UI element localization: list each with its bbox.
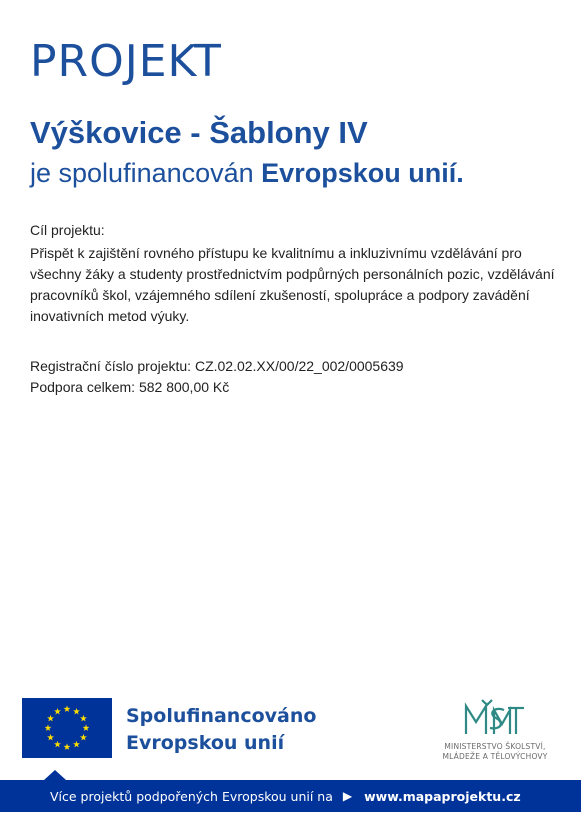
goal-label: Cíl projektu:	[30, 222, 105, 238]
support-total: Podpora celkem: 582 800,00 Kč	[30, 379, 230, 395]
eu-label-line2: Evropskou unií	[126, 732, 285, 754]
eu-star-icon	[80, 734, 87, 741]
registration-number: Registrační číslo projektu: CZ.02.02.XX/00/22_002/0005639	[30, 358, 404, 374]
project-subtitle	[30, 158, 464, 189]
footer-text: Více projektů podpořených Evropskou unií na	[50, 788, 333, 804]
eu-cofinanced-label	[126, 703, 316, 757]
msmt-caption-line2: MLÁDEŽE A TĚLOVÝCHOVY	[442, 752, 548, 761]
msmt-caption	[432, 742, 558, 762]
footer-bar	[0, 780, 581, 812]
eu-star-icon	[45, 724, 52, 731]
eu-label-line1: Spolufinancováno	[126, 705, 317, 727]
project-title: Výškovice - Šablony IV	[30, 115, 368, 150]
subtitle-emphasis: Evropskou unií.	[261, 158, 464, 188]
subtitle-prefix: je spolufinancován	[30, 158, 262, 188]
page-headline: PROJEKT	[30, 36, 222, 87]
eu-star-icon	[54, 741, 61, 748]
eu-star-icon	[47, 715, 54, 722]
eu-star-icon	[80, 715, 87, 722]
play-arrow-icon: ▶	[342, 789, 353, 803]
eu-star-icon	[47, 734, 54, 741]
eu-star-icon	[64, 705, 71, 712]
registration-block	[30, 356, 404, 398]
footer-url-link[interactable]: www.mapaprojektu.cz	[364, 788, 521, 804]
eu-star-icon	[73, 708, 80, 715]
eu-stars	[22, 698, 112, 758]
eu-star-icon	[73, 741, 80, 748]
eu-star-icon	[83, 724, 90, 731]
msmt-caption-line1: MINISTERSTVO ŠKOLSTVÍ,	[444, 742, 546, 751]
goal-text: Přispět k zajištění rovného přístupu ke kvalitnímu a inkluzivnímu vzdělávání pro všechny žáky a studenty prostřednictvím podpůrných personálních pozic, vzdělávání pracovníků škol, vzájemného sdílení zkušeností, spolupráce a podpory zavádění inovativních metod výuky.	[30, 245, 555, 324]
eu-star-icon	[64, 743, 71, 750]
eu-flag-icon	[22, 698, 112, 758]
msmt-monogram-icon	[424, 696, 564, 740]
eu-star-icon	[54, 708, 61, 715]
footer-pointer-icon	[44, 770, 66, 780]
